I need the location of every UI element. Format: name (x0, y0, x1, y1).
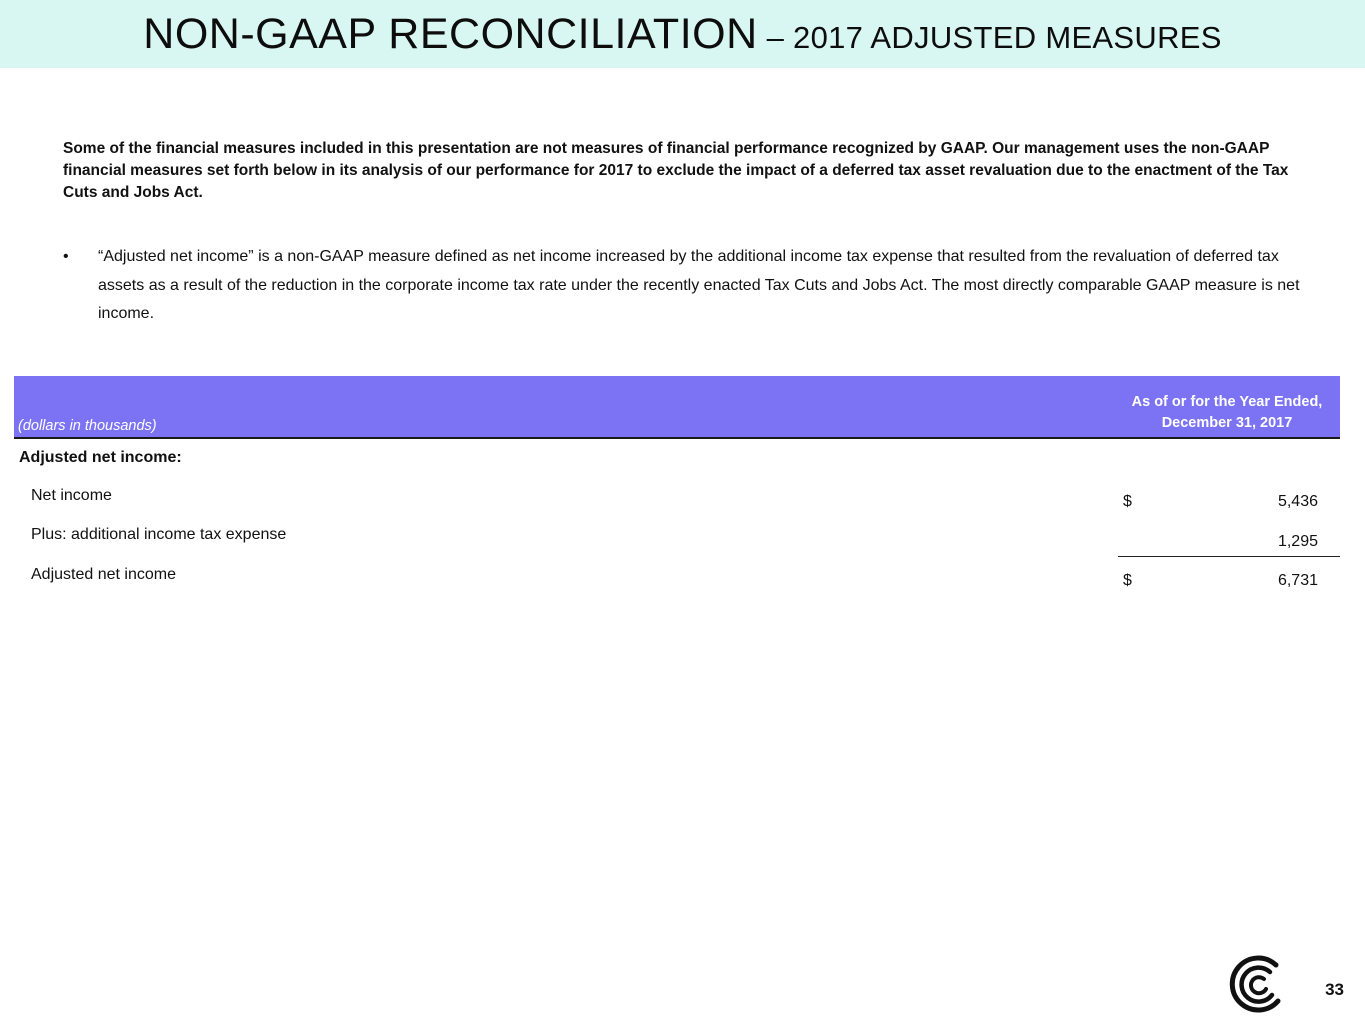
row-net-income-value: 5,436 (1277, 493, 1318, 510)
row-tax-expense-value: 1,295 (1277, 533, 1318, 550)
subtotal-rule (1118, 556, 1340, 557)
bullet-text: “Adjusted net income” is a non-GAAP measure defined as net income increased by the additional income tax expense that resulted from the revaluation of deferred tax assets as a result of the reduction in the corporate income tax rate under the recently enacted Tax Cuts and Jobs Act. The most directly comparable GAAP measure is net income. (98, 248, 1300, 322)
table-header (14, 376, 1340, 439)
row-adjusted-net-income-currency: $ (1123, 572, 1132, 589)
row-adjusted-net-income-value: 6,731 (1277, 572, 1318, 589)
intro-paragraph: Some of the financial measures included in this presentation are not measures of financial performance recognized by GAAP. Our management uses the non-GAAP financial measures set forth below in its analysis of our performance for 2017 to exclude the impact of a deferred tax asset revaluation due to the enactment of the Tax Cuts and Jobs Act. (63, 140, 1289, 201)
column-header-line1: As of or for the Year Ended, (1131, 394, 1323, 410)
definition-bullet (63, 243, 1313, 329)
row-net-income-currency: $ (1123, 493, 1132, 510)
row-tax-expense-label: Plus: additional income tax expense (31, 526, 287, 543)
page-title-sub: – 2017 ADJUSTED MEASURES (757, 20, 1222, 55)
units-label: (dollars in thousands) (18, 418, 157, 434)
column-header-line2: December 31, 2017 (1161, 415, 1293, 431)
page-number: 33 (1325, 980, 1344, 999)
column-header (1127, 392, 1327, 434)
page-title-main: NON-GAAP RECONCILIATION (143, 10, 758, 58)
row-net-income-label: Net income (31, 487, 112, 504)
section-label: Adjusted net income: (19, 449, 182, 466)
row-adjusted-net-income-label: Adjusted net income (31, 566, 176, 583)
bullet-marker: • (63, 248, 69, 265)
company-logo-icon (1226, 953, 1288, 1015)
page-title (0, 10, 1365, 59)
